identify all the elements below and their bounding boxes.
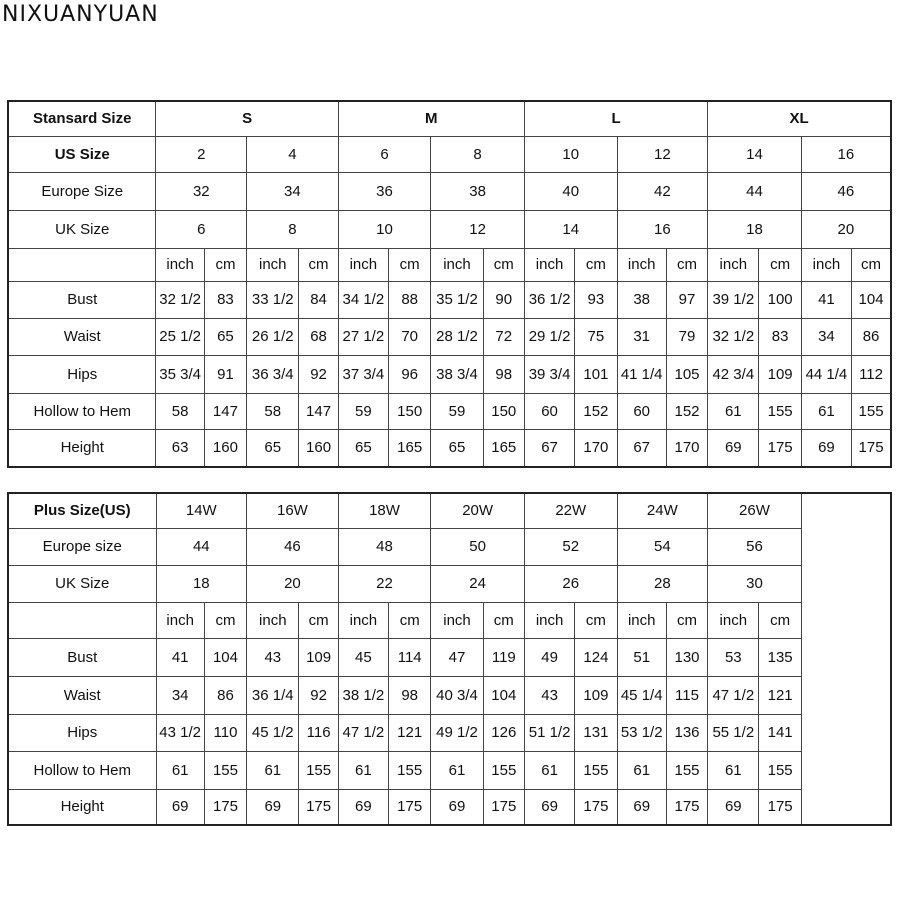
plus-measurement-value: 119 bbox=[483, 638, 524, 676]
measurement-value: 69 bbox=[708, 429, 759, 467]
measurement-value: 32 1/2 bbox=[708, 318, 759, 355]
plus-uk-size-label: UK Size bbox=[8, 565, 156, 602]
measurement-value: 112 bbox=[852, 355, 891, 393]
plus-us-size-cell: 14W bbox=[156, 493, 247, 528]
europe-size-cell: 44 bbox=[708, 172, 802, 210]
us-size-label: US Size bbox=[8, 136, 156, 172]
plus-measurement-value: 98 bbox=[389, 676, 431, 714]
plus-empty-column bbox=[801, 493, 891, 825]
plus-measurement-value: 136 bbox=[666, 714, 707, 751]
plus-measurement-value: 109 bbox=[575, 676, 617, 714]
measurement-value: 44 1/4 bbox=[801, 355, 851, 393]
measurement-value: 42 3/4 bbox=[708, 355, 759, 393]
measurement-value: 41 1/4 bbox=[617, 355, 666, 393]
measurement-value: 104 bbox=[852, 281, 891, 318]
measurement-value: 67 bbox=[524, 429, 574, 467]
measurement-label: Hips bbox=[8, 355, 156, 393]
measurement-value: 58 bbox=[247, 393, 299, 429]
plus-measurement-value: 41 bbox=[156, 638, 204, 676]
measurement-value: 88 bbox=[389, 281, 431, 318]
plus-unit-cm-cell: cm bbox=[299, 602, 338, 638]
us-size-cell: 12 bbox=[617, 136, 708, 172]
plus-unit-inch-cell: inch bbox=[431, 602, 483, 638]
plus-unit-inch-cell: inch bbox=[156, 602, 204, 638]
plus-measurement-label: Hollow to Hem bbox=[8, 751, 156, 789]
measurement-value: 58 bbox=[156, 393, 204, 429]
plus-measurement-value: 175 bbox=[389, 789, 431, 825]
uk-size-cell: 10 bbox=[338, 210, 431, 248]
standard-size-label: Stansard Size bbox=[8, 101, 156, 136]
unit-cm-cell: cm bbox=[759, 248, 801, 281]
measurement-value: 150 bbox=[389, 393, 431, 429]
measurement-value: 36 3/4 bbox=[247, 355, 299, 393]
standard-size-row bbox=[8, 101, 891, 136]
plus-measurement-value: 53 1/2 bbox=[617, 714, 666, 751]
measurement-value: 170 bbox=[666, 429, 707, 467]
plus-europe-size-cell: 56 bbox=[708, 528, 802, 565]
measurement-value: 35 1/2 bbox=[431, 281, 483, 318]
plus-europe-size-cell: 54 bbox=[617, 528, 708, 565]
measurement-value: 152 bbox=[575, 393, 617, 429]
measurement-value: 109 bbox=[759, 355, 801, 393]
europe-size-cell: 40 bbox=[524, 172, 617, 210]
measurement-value: 101 bbox=[575, 355, 617, 393]
measurement-value: 70 bbox=[389, 318, 431, 355]
plus-measurement-value: 130 bbox=[666, 638, 707, 676]
measurement-value: 65 bbox=[204, 318, 246, 355]
uk-size-label: UK Size bbox=[8, 210, 156, 248]
plus-measurement-row bbox=[8, 714, 891, 751]
us-size-cell: 10 bbox=[524, 136, 617, 172]
measurement-value: 165 bbox=[483, 429, 524, 467]
europe-size-cell: 38 bbox=[431, 172, 525, 210]
measurement-value: 65 bbox=[338, 429, 388, 467]
plus-unit-inch-cell: inch bbox=[524, 602, 574, 638]
plus-measurement-value: 43 bbox=[524, 676, 574, 714]
plus-measurement-value: 155 bbox=[204, 751, 246, 789]
measurement-value: 34 bbox=[801, 318, 851, 355]
plus-measurement-value: 155 bbox=[483, 751, 524, 789]
plus-measurement-value: 45 1/4 bbox=[617, 676, 666, 714]
measurement-row bbox=[8, 355, 891, 393]
plus-measurement-value: 69 bbox=[708, 789, 759, 825]
plus-measurement-value: 104 bbox=[483, 676, 524, 714]
unit-cm-cell: cm bbox=[852, 248, 891, 281]
measurement-value: 29 1/2 bbox=[524, 318, 574, 355]
plus-measurement-value: 175 bbox=[204, 789, 246, 825]
plus-measurement-row bbox=[8, 751, 891, 789]
plus-unit-cm-cell: cm bbox=[575, 602, 617, 638]
plus-unit-cm-cell: cm bbox=[483, 602, 524, 638]
plus-unit-inch-cell: inch bbox=[617, 602, 666, 638]
unit-inch-cell: inch bbox=[431, 248, 483, 281]
plus-measurement-value: 61 bbox=[431, 751, 483, 789]
europe-size-cell: 42 bbox=[617, 172, 708, 210]
plus-measurement-row bbox=[8, 789, 891, 825]
unit-cm-cell: cm bbox=[483, 248, 524, 281]
plus-measurement-value: 38 1/2 bbox=[338, 676, 388, 714]
plus-measurement-value: 92 bbox=[299, 676, 338, 714]
measurement-value: 91 bbox=[204, 355, 246, 393]
us-size-cell: 16 bbox=[801, 136, 891, 172]
plus-uk-size-cell: 20 bbox=[247, 565, 339, 602]
plus-measurement-value: 61 bbox=[617, 751, 666, 789]
unit-row bbox=[8, 248, 891, 281]
plus-uk-size-cell: 18 bbox=[156, 565, 247, 602]
unit-inch-cell: inch bbox=[708, 248, 759, 281]
plus-measurement-value: 116 bbox=[299, 714, 338, 751]
us-size-cell: 14 bbox=[708, 136, 802, 172]
measurement-label: Bust bbox=[8, 281, 156, 318]
plus-europe-size-cell: 52 bbox=[524, 528, 617, 565]
plus-europe-size-cell: 50 bbox=[431, 528, 525, 565]
plus-measurement-value: 86 bbox=[204, 676, 246, 714]
us-size-cell: 6 bbox=[338, 136, 431, 172]
measurement-value: 26 1/2 bbox=[247, 318, 299, 355]
unit-inch-cell: inch bbox=[617, 248, 666, 281]
measurement-value: 69 bbox=[801, 429, 851, 467]
measurement-value: 60 bbox=[617, 393, 666, 429]
plus-measurement-row bbox=[8, 676, 891, 714]
unit-inch-cell: inch bbox=[247, 248, 299, 281]
plus-measurement-value: 155 bbox=[666, 751, 707, 789]
brand-name: NIXUANYUAN bbox=[2, 2, 159, 27]
europe-size-cell: 46 bbox=[801, 172, 891, 210]
measurement-value: 27 1/2 bbox=[338, 318, 388, 355]
plus-measurement-value: 53 bbox=[708, 638, 759, 676]
plus-measurement-value: 34 bbox=[156, 676, 204, 714]
measurement-value: 165 bbox=[389, 429, 431, 467]
plus-measurement-value: 43 bbox=[247, 638, 299, 676]
measurement-value: 155 bbox=[852, 393, 891, 429]
plus-uk-size-row bbox=[8, 565, 891, 602]
plus-unit-corner-cell bbox=[8, 602, 156, 638]
measurement-row bbox=[8, 429, 891, 467]
measurement-label: Waist bbox=[8, 318, 156, 355]
measurement-value: 59 bbox=[338, 393, 388, 429]
plus-measurement-label: Height bbox=[8, 789, 156, 825]
plus-measurement-value: 43 1/2 bbox=[156, 714, 204, 751]
measurement-value: 65 bbox=[431, 429, 483, 467]
measurement-value: 83 bbox=[204, 281, 246, 318]
uk-size-cell: 16 bbox=[617, 210, 708, 248]
plus-measurement-value: 141 bbox=[759, 714, 801, 751]
plus-measurement-value: 49 bbox=[524, 638, 574, 676]
measurement-value: 105 bbox=[666, 355, 707, 393]
measurement-value: 97 bbox=[666, 281, 707, 318]
plus-measurement-value: 45 bbox=[338, 638, 388, 676]
size-letter-cell: S bbox=[156, 101, 338, 136]
plus-unit-inch-cell: inch bbox=[338, 602, 388, 638]
europe-size-row bbox=[8, 172, 891, 210]
measurement-value: 32 1/2 bbox=[156, 281, 204, 318]
plus-measurement-value: 175 bbox=[759, 789, 801, 825]
plus-unit-cm-cell: cm bbox=[204, 602, 246, 638]
plus-measurement-value: 69 bbox=[338, 789, 388, 825]
plus-measurement-value: 69 bbox=[156, 789, 204, 825]
plus-measurement-label: Waist bbox=[8, 676, 156, 714]
plus-measurement-value: 61 bbox=[156, 751, 204, 789]
measurement-value: 150 bbox=[483, 393, 524, 429]
measurement-value: 39 3/4 bbox=[524, 355, 574, 393]
plus-size-table bbox=[7, 492, 892, 826]
plus-measurement-value: 55 1/2 bbox=[708, 714, 759, 751]
plus-measurement-value: 69 bbox=[247, 789, 299, 825]
measurement-value: 155 bbox=[759, 393, 801, 429]
plus-measurement-value: 121 bbox=[759, 676, 801, 714]
plus-measurement-label: Bust bbox=[8, 638, 156, 676]
measurement-value: 37 3/4 bbox=[338, 355, 388, 393]
europe-size-cell: 34 bbox=[247, 172, 339, 210]
plus-europe-size-row bbox=[8, 528, 891, 565]
measurement-value: 65 bbox=[247, 429, 299, 467]
uk-size-cell: 8 bbox=[247, 210, 339, 248]
plus-measurement-value: 175 bbox=[483, 789, 524, 825]
measurement-value: 72 bbox=[483, 318, 524, 355]
plus-europe-size-cell: 46 bbox=[247, 528, 339, 565]
europe-size-label: Europe Size bbox=[8, 172, 156, 210]
measurement-row bbox=[8, 318, 891, 355]
europe-size-cell: 36 bbox=[338, 172, 431, 210]
unit-inch-cell: inch bbox=[156, 248, 204, 281]
europe-size-cell: 32 bbox=[156, 172, 247, 210]
unit-cm-cell: cm bbox=[575, 248, 617, 281]
plus-measurement-value: 175 bbox=[666, 789, 707, 825]
plus-measurement-value: 61 bbox=[524, 751, 574, 789]
unit-cm-cell: cm bbox=[299, 248, 338, 281]
unit-inch-cell: inch bbox=[524, 248, 574, 281]
unit-inch-cell: inch bbox=[338, 248, 388, 281]
us-size-cell: 8 bbox=[431, 136, 525, 172]
uk-size-cell: 18 bbox=[708, 210, 802, 248]
plus-unit-row bbox=[8, 602, 891, 638]
plus-measurement-value: 69 bbox=[431, 789, 483, 825]
measurement-value: 33 1/2 bbox=[247, 281, 299, 318]
plus-size-row bbox=[8, 493, 891, 528]
measurement-value: 79 bbox=[666, 318, 707, 355]
plus-measurement-value: 51 bbox=[617, 638, 666, 676]
plus-us-size-cell: 20W bbox=[431, 493, 525, 528]
plus-measurement-value: 110 bbox=[204, 714, 246, 751]
plus-europe-size-label: Europe size bbox=[8, 528, 156, 565]
plus-uk-size-cell: 22 bbox=[338, 565, 431, 602]
uk-size-row bbox=[8, 210, 891, 248]
measurement-value: 38 bbox=[617, 281, 666, 318]
measurement-value: 86 bbox=[852, 318, 891, 355]
plus-us-size-cell: 24W bbox=[617, 493, 708, 528]
plus-europe-size-cell: 44 bbox=[156, 528, 247, 565]
measurement-value: 93 bbox=[575, 281, 617, 318]
measurement-value: 39 1/2 bbox=[708, 281, 759, 318]
plus-unit-cm-cell: cm bbox=[389, 602, 431, 638]
measurement-value: 31 bbox=[617, 318, 666, 355]
measurement-value: 61 bbox=[708, 393, 759, 429]
measurement-value: 152 bbox=[666, 393, 707, 429]
measurement-value: 147 bbox=[299, 393, 338, 429]
plus-unit-inch-cell: inch bbox=[708, 602, 759, 638]
uk-size-cell: 6 bbox=[156, 210, 247, 248]
plus-measurement-value: 49 1/2 bbox=[431, 714, 483, 751]
measurement-value: 92 bbox=[299, 355, 338, 393]
plus-measurement-value: 69 bbox=[617, 789, 666, 825]
plus-uk-size-cell: 28 bbox=[617, 565, 708, 602]
us-size-cell: 2 bbox=[156, 136, 247, 172]
standard-size-table bbox=[7, 100, 892, 468]
unit-cm-cell: cm bbox=[389, 248, 431, 281]
plus-measurement-value: 69 bbox=[524, 789, 574, 825]
plus-measurement-value: 40 3/4 bbox=[431, 676, 483, 714]
plus-measurement-value: 51 1/2 bbox=[524, 714, 574, 751]
plus-measurement-value: 45 1/2 bbox=[247, 714, 299, 751]
plus-measurement-value: 104 bbox=[204, 638, 246, 676]
measurement-value: 60 bbox=[524, 393, 574, 429]
plus-measurement-value: 131 bbox=[575, 714, 617, 751]
size-letter-cell: L bbox=[524, 101, 707, 136]
unit-cm-cell: cm bbox=[204, 248, 246, 281]
measurement-value: 35 3/4 bbox=[156, 355, 204, 393]
unit-corner-cell bbox=[8, 248, 156, 281]
size-letter-cell: M bbox=[338, 101, 524, 136]
measurement-value: 98 bbox=[483, 355, 524, 393]
plus-uk-size-cell: 26 bbox=[524, 565, 617, 602]
measurement-value: 84 bbox=[299, 281, 338, 318]
plus-uk-size-cell: 24 bbox=[431, 565, 525, 602]
uk-size-cell: 20 bbox=[801, 210, 891, 248]
measurement-value: 96 bbox=[389, 355, 431, 393]
plus-us-size-cell: 22W bbox=[524, 493, 617, 528]
measurement-value: 68 bbox=[299, 318, 338, 355]
plus-unit-cm-cell: cm bbox=[759, 602, 801, 638]
measurement-value: 83 bbox=[759, 318, 801, 355]
measurement-value: 28 1/2 bbox=[431, 318, 483, 355]
measurement-value: 175 bbox=[759, 429, 801, 467]
plus-measurement-value: 155 bbox=[759, 751, 801, 789]
uk-size-cell: 12 bbox=[431, 210, 525, 248]
plus-measurement-value: 124 bbox=[575, 638, 617, 676]
plus-measurement-value: 109 bbox=[299, 638, 338, 676]
measurement-value: 160 bbox=[299, 429, 338, 467]
plus-us-size-cell: 18W bbox=[338, 493, 431, 528]
measurement-row bbox=[8, 281, 891, 318]
plus-size-label: Plus Size(US) bbox=[8, 493, 156, 528]
measurement-value: 160 bbox=[204, 429, 246, 467]
measurement-value: 75 bbox=[575, 318, 617, 355]
plus-measurement-value: 61 bbox=[338, 751, 388, 789]
measurement-value: 170 bbox=[575, 429, 617, 467]
plus-us-size-cell: 16W bbox=[247, 493, 339, 528]
measurement-value: 61 bbox=[801, 393, 851, 429]
plus-measurement-value: 175 bbox=[575, 789, 617, 825]
plus-measurement-value: 47 1/2 bbox=[338, 714, 388, 751]
measurement-value: 63 bbox=[156, 429, 204, 467]
plus-measurement-value: 47 bbox=[431, 638, 483, 676]
measurement-value: 175 bbox=[852, 429, 891, 467]
measurement-value: 147 bbox=[204, 393, 246, 429]
measurement-row bbox=[8, 393, 891, 429]
plus-measurement-value: 61 bbox=[708, 751, 759, 789]
measurement-value: 67 bbox=[617, 429, 666, 467]
measurement-value: 25 1/2 bbox=[156, 318, 204, 355]
plus-unit-inch-cell: inch bbox=[247, 602, 299, 638]
measurement-value: 100 bbox=[759, 281, 801, 318]
uk-size-cell: 14 bbox=[524, 210, 617, 248]
plus-uk-size-cell: 30 bbox=[708, 565, 802, 602]
unit-inch-cell: inch bbox=[801, 248, 851, 281]
plus-measurement-value: 121 bbox=[389, 714, 431, 751]
plus-unit-cm-cell: cm bbox=[666, 602, 707, 638]
plus-measurement-value: 175 bbox=[299, 789, 338, 825]
plus-measurement-value: 155 bbox=[575, 751, 617, 789]
measurement-value: 90 bbox=[483, 281, 524, 318]
measurement-value: 36 1/2 bbox=[524, 281, 574, 318]
plus-measurement-value: 135 bbox=[759, 638, 801, 676]
plus-measurement-label: Hips bbox=[8, 714, 156, 751]
plus-us-size-cell: 26W bbox=[708, 493, 802, 528]
plus-measurement-value: 47 1/2 bbox=[708, 676, 759, 714]
measurement-value: 34 1/2 bbox=[338, 281, 388, 318]
plus-measurement-row bbox=[8, 638, 891, 676]
measurement-value: 41 bbox=[801, 281, 851, 318]
measurement-value: 38 3/4 bbox=[431, 355, 483, 393]
measurement-label: Height bbox=[8, 429, 156, 467]
size-letter-cell: XL bbox=[708, 101, 891, 136]
plus-measurement-value: 36 1/4 bbox=[247, 676, 299, 714]
plus-europe-size-cell: 48 bbox=[338, 528, 431, 565]
plus-measurement-value: 115 bbox=[666, 676, 707, 714]
plus-measurement-value: 114 bbox=[389, 638, 431, 676]
us-size-row bbox=[8, 136, 891, 172]
plus-measurement-value: 61 bbox=[247, 751, 299, 789]
us-size-cell: 4 bbox=[247, 136, 339, 172]
plus-measurement-value: 155 bbox=[299, 751, 338, 789]
unit-cm-cell: cm bbox=[666, 248, 707, 281]
measurement-value: 59 bbox=[431, 393, 483, 429]
plus-measurement-value: 126 bbox=[483, 714, 524, 751]
plus-measurement-value: 155 bbox=[389, 751, 431, 789]
measurement-label: Hollow to Hem bbox=[8, 393, 156, 429]
